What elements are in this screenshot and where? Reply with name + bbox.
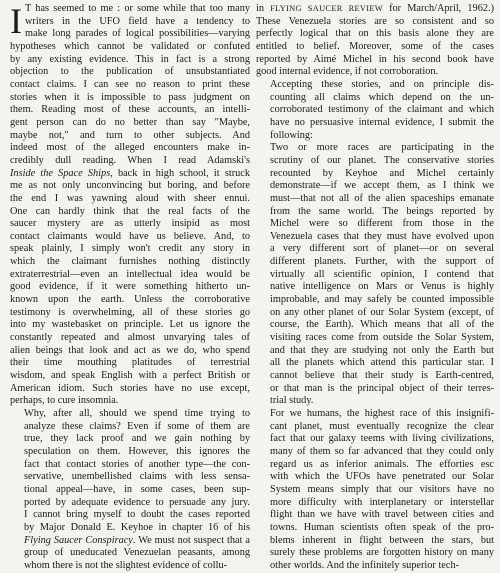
text-line: counting all claims which depend on the un- (270, 91, 494, 103)
text-line: have no persuasive internal evidence, I submit the (270, 116, 494, 128)
text-line: Why, after all, should we spend time trying to (24, 408, 250, 419)
text-line: into my wastebasket on principle. Let us ignore the (10, 319, 250, 331)
text-line: One can hardly think that the real facts of the (10, 205, 250, 217)
text-line: group of uneducated Venezuelan peasants, among (24, 547, 250, 559)
text-line: trial study. (270, 395, 314, 407)
text-line: towns. Human scientists often speak of the pro- (270, 521, 494, 533)
text-line: their time mouthing platitudes of terrestrial (10, 357, 250, 369)
text-line: fact that our galaxy teems with living civilizations, (270, 433, 494, 445)
text-line: flight than we have with travel between cities and (270, 509, 494, 521)
text-line: constantly repeated and almost unvarying tales of (10, 332, 250, 344)
text-line: other worlds. And the infinitely superior tech- (270, 559, 460, 571)
text-line: speculation on them. However, this ignores the (24, 445, 250, 457)
text-line: writers in the UFO field have a tendency to (25, 15, 250, 27)
text-line: demonstrate—if we accept them, as I think we (270, 180, 494, 192)
text-line: cannot believe that their study is Earth-centred, (270, 370, 494, 382)
text-line: Inside the Space Ships, back in high school, it struck (10, 167, 250, 179)
text-line: recounted by Keyhoe and Michel certainly (270, 167, 494, 179)
text-line: Accepting these stories, and on principle dis- (270, 78, 494, 90)
text-line: gent person can do no better than say "Maybe, (10, 116, 250, 128)
text-line: stories when it is impossible to pass judgment on (10, 91, 250, 103)
text-line: perfectly logical that on this basis alone they are (256, 28, 494, 40)
text-line: blems inherent in flight between the stars, but (270, 534, 494, 546)
text-line: hypotheses which cannot be validated or confuted (10, 40, 250, 52)
text-line: good evidence, if it were something hitherto un- (10, 281, 250, 293)
text-line: analyze these claims? Even if some of them are (24, 420, 250, 432)
text-line: perhaps, to cure insomnia. (10, 395, 119, 407)
text-line: visiting races come from outside the Solar System, (270, 332, 494, 344)
text-line: servative, unembellished claims with less sensa- (24, 471, 250, 483)
paragraph (10, 3, 250, 408)
text-line: I cannot bring myself to doubt the cases reported (24, 509, 250, 521)
text-line: indeed most of the alleged encounters make in- (10, 142, 250, 154)
paragraph (256, 3, 494, 79)
text-line: saucer mystery are as utterly insipid as most (10, 218, 250, 230)
text-line: in FLYING SAUCER REVIEW for March/April, 1962.) (256, 3, 494, 14)
text-line: them. Reading most of these accounts, an intelli- (10, 104, 250, 116)
text-line: improbable, and may safely be counted impossible (270, 294, 494, 306)
text-line: ported by adequate evidence to persuade any jury. (24, 496, 250, 508)
text-line: known upon the earth. Unless the corroborative (10, 294, 250, 306)
text-line: on any other planet of our Solar System (except, of (270, 306, 494, 318)
text-line: whom there is not the slightest evidence of collu- (24, 559, 228, 571)
text-line: System means simply that our visitors have no (270, 483, 494, 495)
text-line: good internal evidence, if not corroboration. (256, 66, 439, 78)
paragraph (256, 79, 494, 142)
text-line: For we humans, the highest race of this insignifi- (270, 408, 494, 419)
text-line: T has seemed to me : or some while that too many (25, 3, 250, 14)
text-line: surely these problems are forgotten history on many (270, 547, 494, 559)
text-line: testimony is overwhelming, all of these stories go (10, 306, 250, 318)
text-line: native intelligence on Mars or Venus is highly (270, 281, 494, 293)
text-line: Michel were so different from those in the (270, 218, 494, 230)
text-line: must—that not all of the alien spaceships emanate (270, 192, 494, 204)
text-line: reported by Aimé Michel in his second book have (256, 53, 494, 65)
magazine-name: FLYING SAUCER REVIEW (270, 4, 383, 13)
text-line: a very different sort of planet—or on several (270, 243, 494, 255)
text-line: make long parades of logical possibilities—varying (25, 28, 250, 40)
left-text-column (10, 3, 250, 573)
text-line: which the claimant furnishes nothing distinctly (10, 256, 250, 268)
text-line: alien beings that look and act as we do, who spend (10, 344, 250, 356)
text-line: Venezuela cases that they must have evolved upon (270, 230, 494, 242)
text-line: wisdom, and speak English with a perfect British or (10, 370, 250, 382)
text-line: true, they lack proof and we gain nothing by (24, 433, 250, 445)
paragraph (10, 408, 250, 573)
text-line: or that man is the principal object of their terres- (270, 382, 494, 394)
text-line: different planets. Further, with the support of (270, 256, 494, 268)
text-line: maybe not," and turn to other subjects. And (10, 129, 250, 141)
text-line: by Major Donald E. Keyhoe in chapter 16 of his (24, 521, 250, 533)
text-line: with which the UFOs have penetrated our Solar (270, 471, 494, 483)
text-line: by any existing evidence. This in fact is a strong (10, 53, 250, 65)
right-text-column (256, 3, 494, 573)
text-line: contact claims. I can see no reason to print these (10, 78, 250, 90)
text-line: tional appeal—have, in some cases, been sup- (24, 483, 250, 495)
text-line: credibly dull reading. When I read Adamski's (10, 154, 250, 166)
text-line: the end I was yawning aloud with sheer ennui. (10, 192, 250, 204)
text-line: scrutiny of our planet. The conservative stories (270, 154, 494, 166)
text-line: regard us as inferior animals. The efforties esc (270, 458, 494, 470)
text-line: speak plainly, I simply won't credit any story in (10, 243, 250, 255)
text-line: extraterrestrial—even an intellectual idea would be (10, 268, 250, 280)
text-line: fact that contact stories of another type—the con- (24, 458, 250, 470)
text-line: cant planet, must eventually recognize the clear (270, 420, 494, 432)
book-title: Flying Saucer Conspiracy (24, 534, 133, 546)
drop-cap: I (10, 1, 22, 41)
text-line: following: (270, 129, 313, 141)
text-line: course, the Earth). Which means that all of the (270, 319, 494, 331)
text-line: objection to the publication of unsubstantiated (10, 66, 250, 78)
text-line: These Venezuela stories are so consistent and so (256, 15, 494, 27)
text-line: American idiom. Such stories have no use except, (10, 382, 250, 394)
text-line: and that they are studying not only the Earth but (270, 344, 494, 356)
text-line: many of them so far advanced that they could only (270, 445, 494, 457)
book-title: Inside the Space Ships (10, 167, 111, 179)
text-line: from the same world. The beings reported by (270, 205, 494, 217)
text-line: all the planets which attend this particular star. I (270, 357, 494, 369)
paragraph (256, 142, 494, 408)
text-line: contact claimants would have us believe. And, to (10, 230, 250, 242)
text-line: virtually all scientific opinion, I contend that (270, 268, 494, 280)
paragraph (256, 408, 494, 573)
text-line: Two or more races are participating in the (270, 142, 494, 154)
text-line: corroborated testimony of the claimant and which (270, 104, 494, 116)
text-line: more difficulty with interplanetary or interstellar (270, 496, 494, 508)
text-line: entitled to belief. Moreover, some of the cases (256, 40, 494, 52)
text-line: Flying Saucer Conspiracy. We must not suspect that a (24, 534, 250, 546)
text-line: me as not only unconvincing but boring, and before (10, 180, 250, 192)
